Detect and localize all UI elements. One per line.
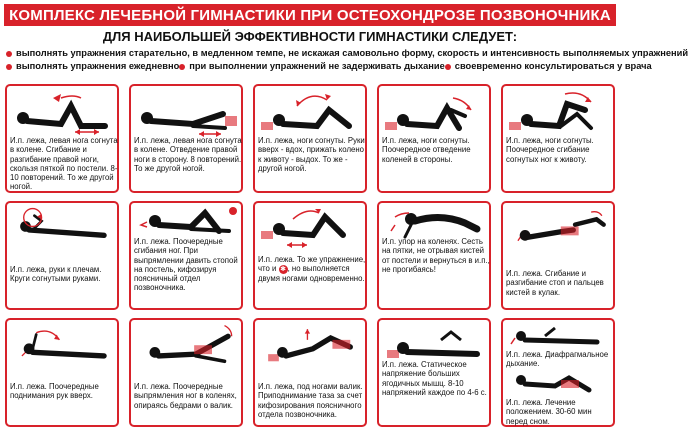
arm-raise-figure-icon [9,322,117,372]
pelvis-lift-figure-icon [257,322,365,372]
leg-abduction-figure-icon [133,88,241,138]
both-legs-bend-figure-icon [257,205,365,255]
exercise-caption: И.п. лежа, ноги согнуты. Руки вверх - вдох, прижать колено к животу - выдох. То же - другой ногой. [258,136,365,173]
star-icon [229,207,237,215]
exercise-card-2 [129,84,243,193]
rules-row-2 [6,60,652,73]
rules-list [6,47,688,73]
page-title: КОМПЛЕКС ЛЕЧЕБНОЙ ГИМНАСТИКИ ПРИ ОСТЕОХОНДРОЗЕ ПОЗВОНОЧНИКА [4,4,616,26]
bent-leg-flexion-figure-icon [505,88,613,138]
exercise-card-15 [501,318,615,427]
exercise-card-14 [377,318,491,427]
rule-item: при выполнении упражнений не задерживать дыхание [179,60,445,73]
diaphragm-breathing-figure-icon [505,322,613,350]
exercise-caption: И.п. лежа. Сгибание и разгибание стоп и пальцев кистей в кулак. [506,269,604,297]
exercise-card-10 [501,201,615,310]
knee-to-chest-figure-icon [257,88,365,138]
leg-extension-roller-figure-icon [133,322,241,372]
exercise-caption: И.п. лежа, левая нога согнута в колене. Сгибание и разгибание правой ноги, скользя пяткой по постели. 8-10 повторений. То же другой ногой. [10,136,118,192]
positional-treatment-figure-icon [505,370,613,398]
exercise-card-13 [253,318,367,427]
exercise-caption: И.п. лежа, ноги согнуты. Поочередное сгибание согнутых ног к животу. [506,136,594,164]
exercise-caption: И.п. лежа. Поочередные выпрямления ног в коленях, опираясь бедрами о валик. [134,382,237,410]
rule-item: своевременно консультироваться у врача [445,60,652,73]
exercise-caption: И.п. лежа. Поочередные сгибания ног. При выпрямлении давить стопой на постель, кифозируя поясничный отдел позвоночника. [134,237,238,293]
exercise-card-11 [5,318,119,427]
star-icon: ✱ [280,265,287,273]
exercise-card-6 [5,201,119,310]
exercise-caption-breathing: И.п. лежа. Диафрагмальное дыхание. [506,350,609,369]
rule-item: выполнять упражнения ежедневно [6,60,179,73]
exercise-grid [5,84,615,430]
exercise-card-7 [129,201,243,310]
exercise-caption: И.п. лежа. То же упражнение, что и ✱ , но выполняется двумя ногами одновременно. [258,255,366,283]
exercise-card-8 [253,201,367,310]
arm-circles-figure-icon [9,205,117,255]
foot-flexion-figure-icon [505,205,613,255]
bullet-icon [445,64,451,70]
exercise-card-9 [377,201,491,310]
exercise-caption: И.п. лежа, под ногами валик. Приподнимание таза за счет кифозирования поясничного отдела позвоночника. [258,382,363,419]
exercise-caption: И.п. лежа, руки к плечам. Круги согнутыми руками. [10,265,102,284]
exercise-card-1 [5,84,119,193]
bullet-icon [6,64,12,70]
page-subtitle: ДЛЯ НАИБОЛЬШЕЙ ЭФФЕКТИВНОСТИ ГИМНАСТИКИ СЛЕДУЕТ: [102,29,518,44]
exercise-caption: И.п. лежа, левая нога согнута в колене. Отведение правой ноги в сторону. 8 повторений. То же другой ногой. [134,136,242,173]
exercise-caption-positional: И.п. лежа. Лечение положением. 30-60 мин перед сном. [506,398,592,426]
exercise-card-4 [377,84,491,193]
exercise-caption: И.п. лежа. Поочередные поднимания рук вверх. [10,382,99,401]
exercise-card-12 [129,318,243,427]
exercise-caption: И.п. упор на коленях. Сесть на пятки, не отрывая кистей от постели и вернуться в и.п., не прогибаясь! [382,237,490,274]
lying-leg-bend-figure-icon [9,88,117,138]
exercise-caption: И.п. лежа, ноги согнуты. Поочередное отведение коленей в стороны. [382,136,471,164]
rule-item: выполнять упражнения старательно, в медленном темпе, не искажая самовольно форму, скорость и интенсивность выполняемых упражнений [6,47,688,60]
exercise-caption: И.п. лежа. Статическое напряжение больших ягодичных мышц. 8-10 напряжений каждое по 4-6 с. [382,360,487,397]
bullet-icon [6,51,12,57]
rules-row-1 [6,47,688,60]
bullet-icon [179,64,185,70]
knee-abduction-figure-icon [381,88,489,138]
exercise-card-3 [253,84,367,193]
exercise-card-5 [501,84,615,193]
